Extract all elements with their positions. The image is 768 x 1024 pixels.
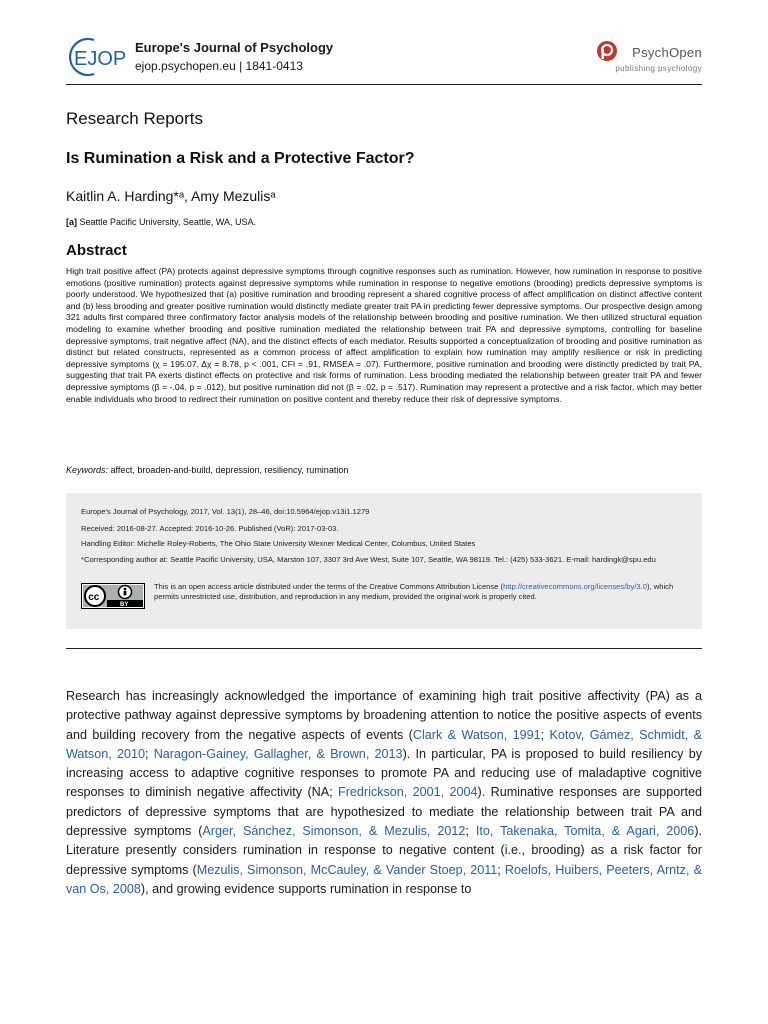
affiliation-text: Seattle Pacific University, Seattle, WA, USA. [77, 217, 257, 227]
corresponding-author: *Corresponding author at: Seattle Pacific University, USA, Marston 107, 3307 3rd Ave West, Suite 107, Seattle, WA 98119. Tel.: (425) 533-3621. E-mail: hardingk@spu.edu [81, 555, 656, 564]
abstract-heading: Abstract [66, 242, 127, 259]
citation-link[interactable]: Mezulis, Simonson, McCauley, & Vander Stoep, 2011 [196, 862, 498, 877]
citation-link[interactable]: Naragon-Gainey, Gallagher, & Brown, 2013 [153, 746, 403, 761]
license-text: This is an open access article distributed under the terms of the Creative Commons Attribution License (http://creativecommons.org/licenses/by/3.0), which permits unrestricted use, distribution, and reproduction in any medium, provided the original work is properly cited. [154, 582, 674, 601]
keywords-text: affect, broaden-and-build, depression, resiliency, rumination [108, 465, 349, 475]
logo-text: EJOP [74, 48, 127, 70]
cc-badge-text: BY [120, 602, 129, 608]
dates-line: Received: 2016-08-27. Accepted: 2016-10-26. Published (VoR): 2017-03-03. [81, 524, 339, 533]
body-divider [66, 648, 702, 649]
section-label: Research Reports [66, 109, 204, 128]
citation-link[interactable]: Ito, Takenaka, Tomita, & Agari, 2006 [475, 824, 695, 839]
citation-link[interactable]: Clark & Watson, 1991 [412, 727, 541, 742]
citation-link[interactable]: Kotov, Gámez, Schmidt, & Watson, 2010 [66, 727, 702, 761]
publisher-name: PsychOpen [632, 45, 702, 60]
journal-url[interactable]: ejop.psychopen.eu | 1841-0413 [135, 59, 303, 73]
author-list: Kaitlin A. Harding*ᵃ, Amy Mezulisᵃ [66, 188, 276, 204]
psychopen-logo-icon [596, 40, 618, 62]
svg-text:cc: cc [88, 592, 100, 603]
intro-paragraph: Research has increasingly acknowledged the importance of examining high trait positive affectivity (PA) as a protective pathway against depressive symptoms by broadening attention to notice the positive aspects of events and building recovery from the negative aspects of events (Clark & Watson, 1991; Kotov, Gámez, Schmidt, & Watson, 2010; Naragon-Gainey, Gallagher, & Brown, 2013). In particular, PA is proposed to build resiliency by increasing access to adaptive cognitive responses to promote PA and reducing use of maladaptive cognitive responses to diminish negative affectivity (NA; Fredrickson, 2001, 2004). Ruminative responses are supported predictors of depressive symptoms that are hypothesized to mediate the relationship between trait PA and depressive symptoms (Arger, Sánchez, Simonson, & Mezulis, 2012; Ito, Takenaka, Tomita, & Agari, 2006). Literature presently considers rumination in response to negative content (i.e., brooding) as a risk factor for depressive symptoms (Mezulis, Simonson, McCauley, & Vander Stoep, 2011; Roelofs, Huibers, Peeters, Arntz, & van Os, 2008), and growing evidence supports rumination in response to [66, 689, 703, 896]
article-info-box [66, 493, 702, 629]
affiliation-tag: [a] [66, 217, 77, 227]
citation-link[interactable]: Fredrickson, 2001, 2004 [338, 785, 478, 800]
license-link[interactable]: http://creativecommons.org/licenses/by/3.0 [503, 582, 647, 591]
keywords [66, 465, 348, 475]
journal-header [66, 36, 702, 84]
header-divider [66, 84, 702, 85]
keywords-label: Keywords: [66, 465, 109, 475]
abstract-text: High trait positive affect (PA) protects against depressive symptoms through cognitive responses such as rumination. However, how rumination in response to positive emotions (positive rumination) protects against depressive symptoms while rumination in response to negative emotions (brooding) predicts depressive symptoms is poorly understood. We hypothesized that (a) positive rumination and brooding represent a shared cognitive process of affect amplification on distinct affective content and (b) less brooding and greater positive rumination would distinctly mediate greater trait PA in predicting fewer depressive symptoms. Our prospective design among 321 adults first compared three confirmatory factor analysis models of the relationship between brooding and positive rumination. We then utilized structural equation modeling to examine whether brooding and positive rumination mediated the relationship between trait PA and depressive symptoms, controlling for baseline depressive symptoms, trait negative affect (NA), and the distinct effects of each mediator. Results supported a conceptualization of brooding and positive rumination as distinct but related constructs, represented as a common process of affect amplification to explain how rumination may amplify resilience or risk in predicting depressive symptoms (χ = 195.07, Δχ = 8.78, p < .001, CFI = .91, RMSEA = .07). Furthermore, positive rumination and brooding were distinctly predicted by trait PA, suggesting that trait PA exerts distinct effects on protective and risk forms of rumination. Less brooding mediated the relationship between greater trait PA and fewer depressive symptoms (β = -.04, p = .012), but positive rumination did not (β = .02, p = .517). Rumination may represent a protective and a risk factor, which may better enable individuals who brood to redirect their rumination on positive content and thereby reduce their risk of depressive symptoms. [66, 266, 702, 404]
citation-line: Europe's Journal of Psychology, 2017, Vol. 13(1), 28–46, doi:10.5964/ejop.v13i1.1279 [81, 507, 370, 516]
article-title: Is Rumination a Risk and a Protective Factor? [66, 150, 415, 167]
citation-link[interactable]: Roelofs, Huibers, Peeters, Arntz, & van Os, 2008 [66, 862, 702, 896]
editor-line: Handling Editor: Michelle Roley-Roberts, The Ohio State University Wexner Medical Center, Columbus, United States [81, 539, 476, 548]
cc-by-license-icon[interactable] [81, 583, 145, 609]
journal-name: Europe's Journal of Psychology [135, 40, 334, 55]
affiliation [66, 217, 256, 227]
ejop-logo [66, 36, 128, 78]
citation-link[interactable]: Arger, Sánchez, Simonson, & Mezulis, 2012 [202, 824, 466, 839]
publisher-tagline: publishing psychology [615, 64, 702, 73]
